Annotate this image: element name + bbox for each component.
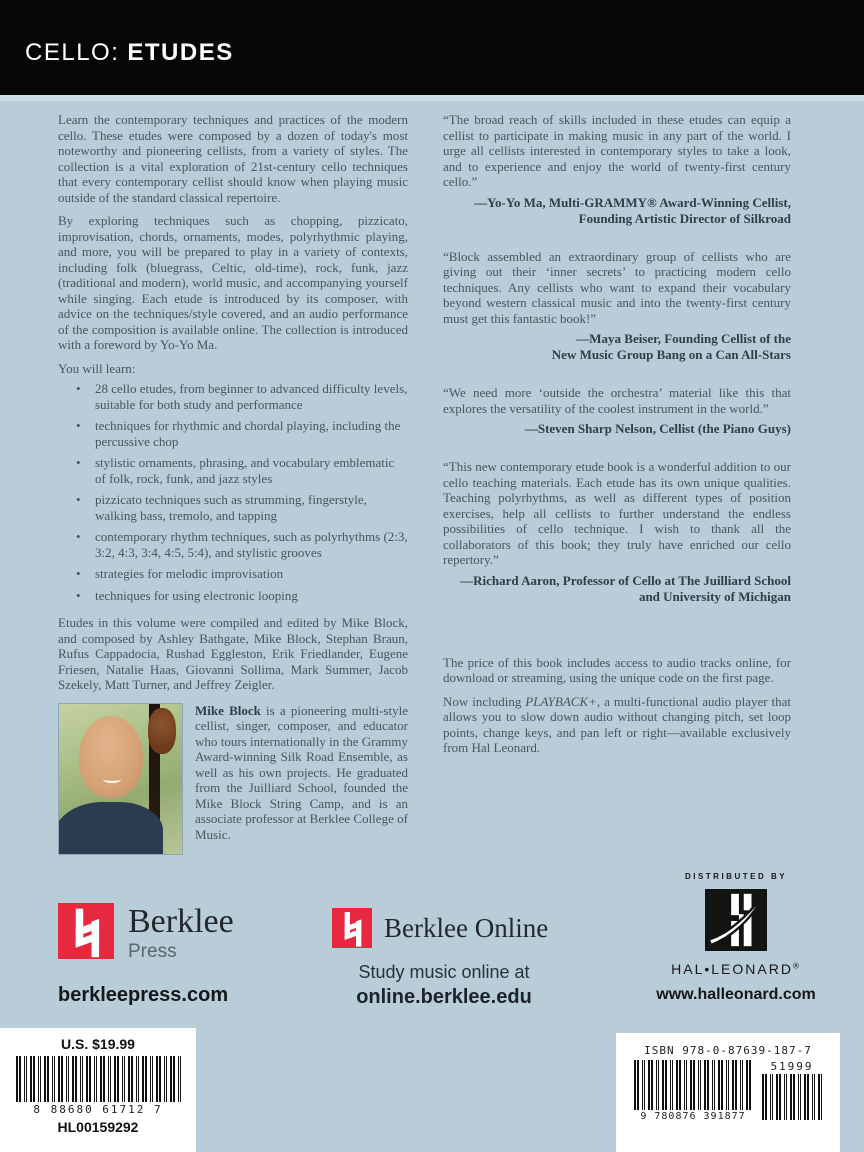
tagline-text: Study music online at [358, 962, 530, 982]
attribution-line: Founding Artistic Director of Silkroad [578, 210, 791, 226]
playback-brand: PLAYBACK+ [525, 693, 597, 709]
series-title: CELLO: [25, 38, 120, 66]
playback-paragraph [443, 694, 791, 756]
learning-points-list [58, 381, 408, 603]
portrait-head-art [79, 716, 143, 798]
isbn-label: ISBN 978-0-87639-187-7 [644, 1044, 812, 1057]
berklee-online-tagline [330, 962, 558, 1009]
isbn-barcode-row [616, 1060, 840, 1122]
cello-scroll-art [148, 708, 176, 754]
distributed-by-label: DISTRIBUTED BY [684, 872, 788, 881]
quote-maya-beiser: “Block assembled an extraordinary group of cellists who are giving out their ‘inner secrets’ to practicing modern cello techniques. Any cellists who want to expand their vocabulary beyond western classical music and into the twenty-first century must get this fantastic book!” [443, 248, 791, 326]
halleonard-url: www.halleonard.com [656, 986, 816, 1003]
list-item: • techniques for using electronic looping [58, 588, 408, 604]
isbn-barcode-box [616, 1033, 840, 1152]
berklee-press-wordmark [128, 903, 234, 963]
list-item: • stylistic ornaments, phrasing, and vocabulary emblematic of folk, rock, funk, and jazz styles [58, 455, 408, 486]
techniques-paragraph: By exploring techniques such as chopping, pizzicato, improvisation, chords, ornaments, modes, polyrhythmic playing, and more, you will be prepared to play in a variety of contexts, including folk (bluegrass, Celtic, old-time), rock, funk, jazz (traditional and modern), world music, and accompanying yourself while singing. Each etude is introduced by its composer, with advice on the techniques/style covered, and an audio performance of the composition is available online. The collection is introduced with a foreword by Yo-Yo Ma. [58, 213, 408, 352]
bio-body: is a pioneering multi-style cellist, singer, composer, and educator who tours internationally in the Grammy Award-winning Silk Road Ensemble, as well as his own projects. He graduated from the Juilliard School, founded the Mike Block String Camp, and is an associate professor at Berklee College of Music. [195, 702, 408, 842]
berklee-name: Berklee [128, 903, 234, 940]
isbn-barcode-supplement [762, 1060, 822, 1122]
bio-author-name: Mike Block [195, 702, 261, 718]
price-barcode-box [0, 1028, 196, 1152]
ean-digits: 9 780876 391877 [640, 1111, 746, 1122]
berklee-online-url: online.berklee.edu [356, 986, 532, 1008]
hal-leonard-logo-icon [705, 889, 767, 951]
price-label: U.S. $19.99 [61, 1036, 135, 1052]
hal-leonard-block [645, 872, 827, 1004]
upc-digits: 8 88680 61712 7 [33, 1103, 163, 1116]
audio-access-paragraph: The price of this book includes access to audio tracks online, for download or streaming, using the unique code on the first page. [443, 654, 791, 685]
berklee-press-block [58, 903, 234, 963]
attribution-line: —Yo-Yo Ma, Multi-GRAMMY® Award-Winning Cellist, [474, 194, 791, 210]
playback-post: , a multi-functional audio player that allows you to slow down audio without changing pitch, set loop points, change keys, and pan left or right—available exclusively from Hal Leonard. [443, 693, 791, 755]
berklee-b-logo-icon [58, 903, 114, 959]
berklee-online-name: Berklee Online [384, 912, 549, 943]
berklee-online-b-logo-icon [332, 908, 372, 948]
upc-barcode [16, 1056, 184, 1102]
portrait-shirt-art [58, 802, 163, 854]
credits-paragraph: Etudes in this volume were compiled and edited by Mike Block, and composed by Ashley Bathgate, Mike Block, Stephan Braun, Rufus Cappadocia, Rushad Eggleston, Erik Friedlander, Eugene Friesen, Natalie Haas, Giovanni Sollima, Mark Summer, Jacob Szekely, Matt Turner, and Jeffrey Zeigler. [58, 615, 408, 692]
author-photo [58, 703, 183, 855]
catalog-number: HL00159292 [57, 1119, 139, 1135]
attribution-line: New Music Group Bang on a Can All-Stars [551, 347, 791, 362]
supplement-barcode [762, 1074, 822, 1120]
berklee-online-block [332, 908, 548, 948]
hal-leonard-name: HAL•LEONARD [671, 961, 793, 977]
left-column [58, 112, 408, 855]
isbn-barcode-main [634, 1060, 752, 1122]
quote-attribution [443, 331, 791, 363]
list-item: • 28 cello etudes, from beginner to advanced difficulty levels, suitable for both study and performance [58, 381, 408, 412]
attribution-line: —Steven Sharp Nelson, Cellist (the Piano Guys) [524, 421, 791, 436]
book-title: ETUDES [127, 38, 234, 66]
attribution-line: —Richard Aaron, Professor of Cello at The Juilliard School [460, 572, 791, 588]
hal-leonard-wordmark [645, 961, 827, 977]
quote-yo-yo-ma: “The broad reach of skills included in these etudes can equip a cellist to participate in making music in any part of the world. I urge all cellists interested in contemporary styles to take a look, and to experience and enjoy the world of twenty-first century cello.” [443, 112, 791, 189]
list-item: • contemporary rhythm techniques, such as polyrhythms (2:3, 3:2, 4:3, 3:4, 4:5, 5:4), and stylistic grooves [58, 529, 408, 560]
registered-mark: ® [792, 961, 801, 971]
right-column [443, 112, 791, 764]
list-item: • strategies for melodic improvisation [58, 566, 408, 582]
berkleepress-url: berkleepress.com [58, 984, 229, 1006]
portrait-smile-art [103, 776, 121, 783]
quote-steven-sharp-nelson: “We need more ‘outside the orchestra’ material like this that explores the versatility of the coolest instrument in the world.” [443, 385, 791, 416]
quote-attribution [443, 195, 791, 227]
attribution-line: —Maya Beiser, Founding Cellist of the [576, 331, 791, 346]
learn-heading: You will learn: [58, 360, 136, 376]
list-item: • techniques for rhythmic and chordal playing, including the percussive chop [58, 418, 408, 449]
list-item: • pizzicato techniques such as strumming, fingerstyle, walking bass, tremolo, and tapping [58, 492, 408, 523]
playback-pre: Now including [443, 693, 526, 709]
press-label: Press [128, 941, 177, 962]
supplement-number: 51999 [770, 1060, 814, 1073]
quote-attribution [443, 573, 791, 605]
header-bar [0, 0, 864, 95]
header-divider [0, 95, 864, 101]
author-bio [58, 703, 408, 855]
quote-attribution [443, 421, 791, 437]
ean-barcode [634, 1060, 752, 1110]
attribution-line: and University of Michigan [638, 588, 791, 604]
intro-paragraph: Learn the contemporary techniques and practices of the modern cello. These etudes were composed by a dozen of today's most noteworthy and pioneering cellists, from a variety of styles. The collection is a vital exploration of 21st-century cello techniques that every contemporary cellist should know when playing music outside of the standard classical repertoire. [58, 112, 408, 205]
quote-richard-aaron: “This new contemporary etude book is a wonderful addition to our cello teaching materials. Each etude has its own unique qualities. Teaching polyrhythms, as well as different types of position exercises, help all cellists to further understand the endless possibilities of cello technique. I wish to thank all the collaborators of this book; they truly have enriched our cello repertory.” [443, 459, 791, 567]
